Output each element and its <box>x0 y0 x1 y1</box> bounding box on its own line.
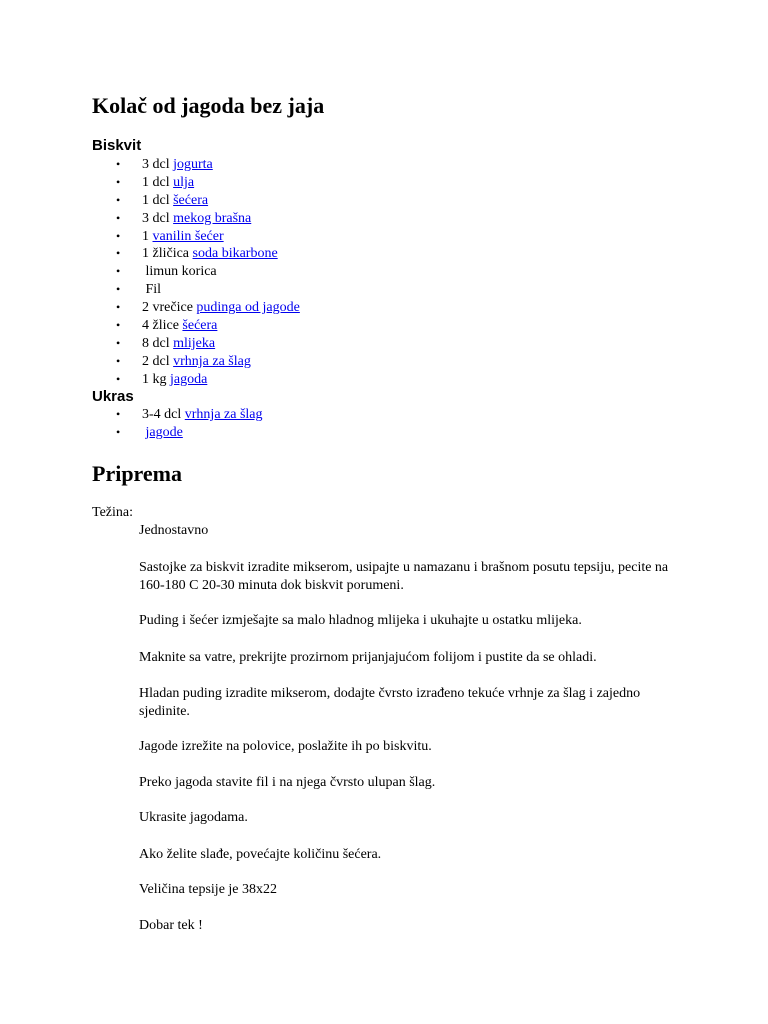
ingredient-quantity: 2 vrečice <box>142 300 197 316</box>
ingredient-link[interactable]: vrhnja za šlag <box>173 353 251 369</box>
ingredient-link[interactable]: jagode <box>145 424 183 440</box>
ingredient-quantity: 2 dcl <box>142 353 174 369</box>
ingredient-text <box>142 210 251 228</box>
ingredient-link[interactable]: vrhnja za šlag <box>184 407 263 422</box>
ingredient-text <box>142 317 217 335</box>
section-heading-biskvit: Biskvit <box>92 137 142 154</box>
bullet-icon: • <box>116 282 121 297</box>
bullet-icon: • <box>116 210 121 225</box>
instruction-paragraph: Maknite sa vatre, prekrijte prozirnom prijanjajućom folijom i pustite da se ohladi. <box>139 650 597 665</box>
instruction-paragraph: Veličina tepsije je 38x22 <box>139 882 278 897</box>
bullet-icon: • <box>116 318 121 333</box>
bullet-icon: • <box>116 174 121 189</box>
ingredient-link[interactable]: mlijeka <box>173 335 216 351</box>
ingredient-text <box>142 424 183 442</box>
section-heading-priprema: Priprema <box>92 461 183 486</box>
bullet-icon: • <box>116 157 121 171</box>
instruction-paragraph: Dobar tek ! <box>139 918 203 933</box>
instruction-paragraph: Sastojke za biskvit izradite mikserom, usipajte u namazanu i brašnom posutu tepsiju, pecite na 160-180 C 20-30 minuta dok biskvit porumeni. <box>139 560 669 593</box>
ingredient-text <box>142 406 263 424</box>
ingredient-link[interactable]: šećera <box>182 318 218 334</box>
ingredient-link[interactable]: vanilin šećer <box>152 228 224 244</box>
instruction-paragraph: Hladan puding izradite mikserom, dodajte čvrsto izrađeno tekuće vrhnje za šlag i zajedno sjedinite. <box>139 686 641 719</box>
bullet-icon: • <box>116 300 121 315</box>
bullet-icon: • <box>116 424 121 439</box>
instruction-paragraph: Jednostavno <box>139 523 209 538</box>
ingredient-text <box>142 299 300 317</box>
ingredient-quantity: 1 dcl <box>142 192 174 208</box>
recipe-title: Kolač od jagoda bez jaja <box>92 93 325 118</box>
ingredient-text <box>142 174 194 192</box>
ingredient-link[interactable]: mekog brašna <box>173 210 252 226</box>
ingredient-quantity: 3-4 dcl <box>142 407 185 422</box>
bullet-icon: • <box>116 353 121 368</box>
ingredient-text <box>142 281 161 299</box>
ingredient-link[interactable]: soda bikarbone <box>192 246 278 262</box>
ingredient-text <box>142 263 217 281</box>
ingredient-link[interactable]: ulja <box>173 174 195 190</box>
ingredient-quantity: 1 dcl <box>142 174 174 190</box>
ingredient-link[interactable]: jagoda <box>170 371 208 387</box>
ingredient-text <box>142 371 207 389</box>
instruction-paragraph: Ukrasite jagodama. <box>139 810 248 825</box>
ingredient-link[interactable]: pudinga od jagode <box>196 300 300 316</box>
bullet-icon: • <box>116 371 121 386</box>
ingredient-text <box>142 353 251 371</box>
bullet-icon: • <box>116 246 121 261</box>
ingredient-text <box>142 156 213 174</box>
ingredient-quantity: limun korica <box>142 264 217 280</box>
ingredient-link[interactable]: šećera <box>173 192 209 208</box>
difficulty-label: Težina: <box>92 505 133 520</box>
ingredient-quantity: Fil <box>142 282 162 298</box>
bullet-icon: • <box>116 264 121 279</box>
ingredient-quantity: 4 žlice <box>142 318 183 334</box>
bullet-icon: • <box>116 335 121 350</box>
instruction-paragraph: Jagode izrežite na polovice, poslažite ih po biskvitu. <box>139 739 432 754</box>
instruction-paragraph: Ako želite slađe, povećajte količinu šećera. <box>139 847 382 862</box>
ingredient-text <box>142 228 224 246</box>
instruction-paragraph: Puding i šećer izmješajte sa malo hladnog mlijeka i ukuhajte u ostatku mlijeka. <box>139 613 582 628</box>
section-heading-ukras: Ukras <box>92 388 134 405</box>
instruction-paragraph: Preko jagoda stavite fil i na njega čvrsto ulupan šlag. <box>139 775 436 790</box>
ingredient-text <box>142 192 208 210</box>
ingredient-text <box>142 335 215 353</box>
ingredient-quantity: 1 kg <box>142 371 170 387</box>
ingredient-quantity: 3 dcl <box>142 210 174 226</box>
bullet-icon: • <box>116 192 121 207</box>
ingredient-quantity: 3 dcl <box>142 157 174 172</box>
bullet-icon: • <box>116 228 121 243</box>
ingredient-quantity: 1 žličica <box>142 246 193 262</box>
ingredient-link[interactable]: jogurta <box>173 157 213 172</box>
bullet-icon: • <box>116 407 121 421</box>
ingredient-text <box>142 245 278 263</box>
ingredient-quantity: 1 <box>142 228 153 244</box>
ingredient-quantity: 8 dcl <box>142 335 174 351</box>
